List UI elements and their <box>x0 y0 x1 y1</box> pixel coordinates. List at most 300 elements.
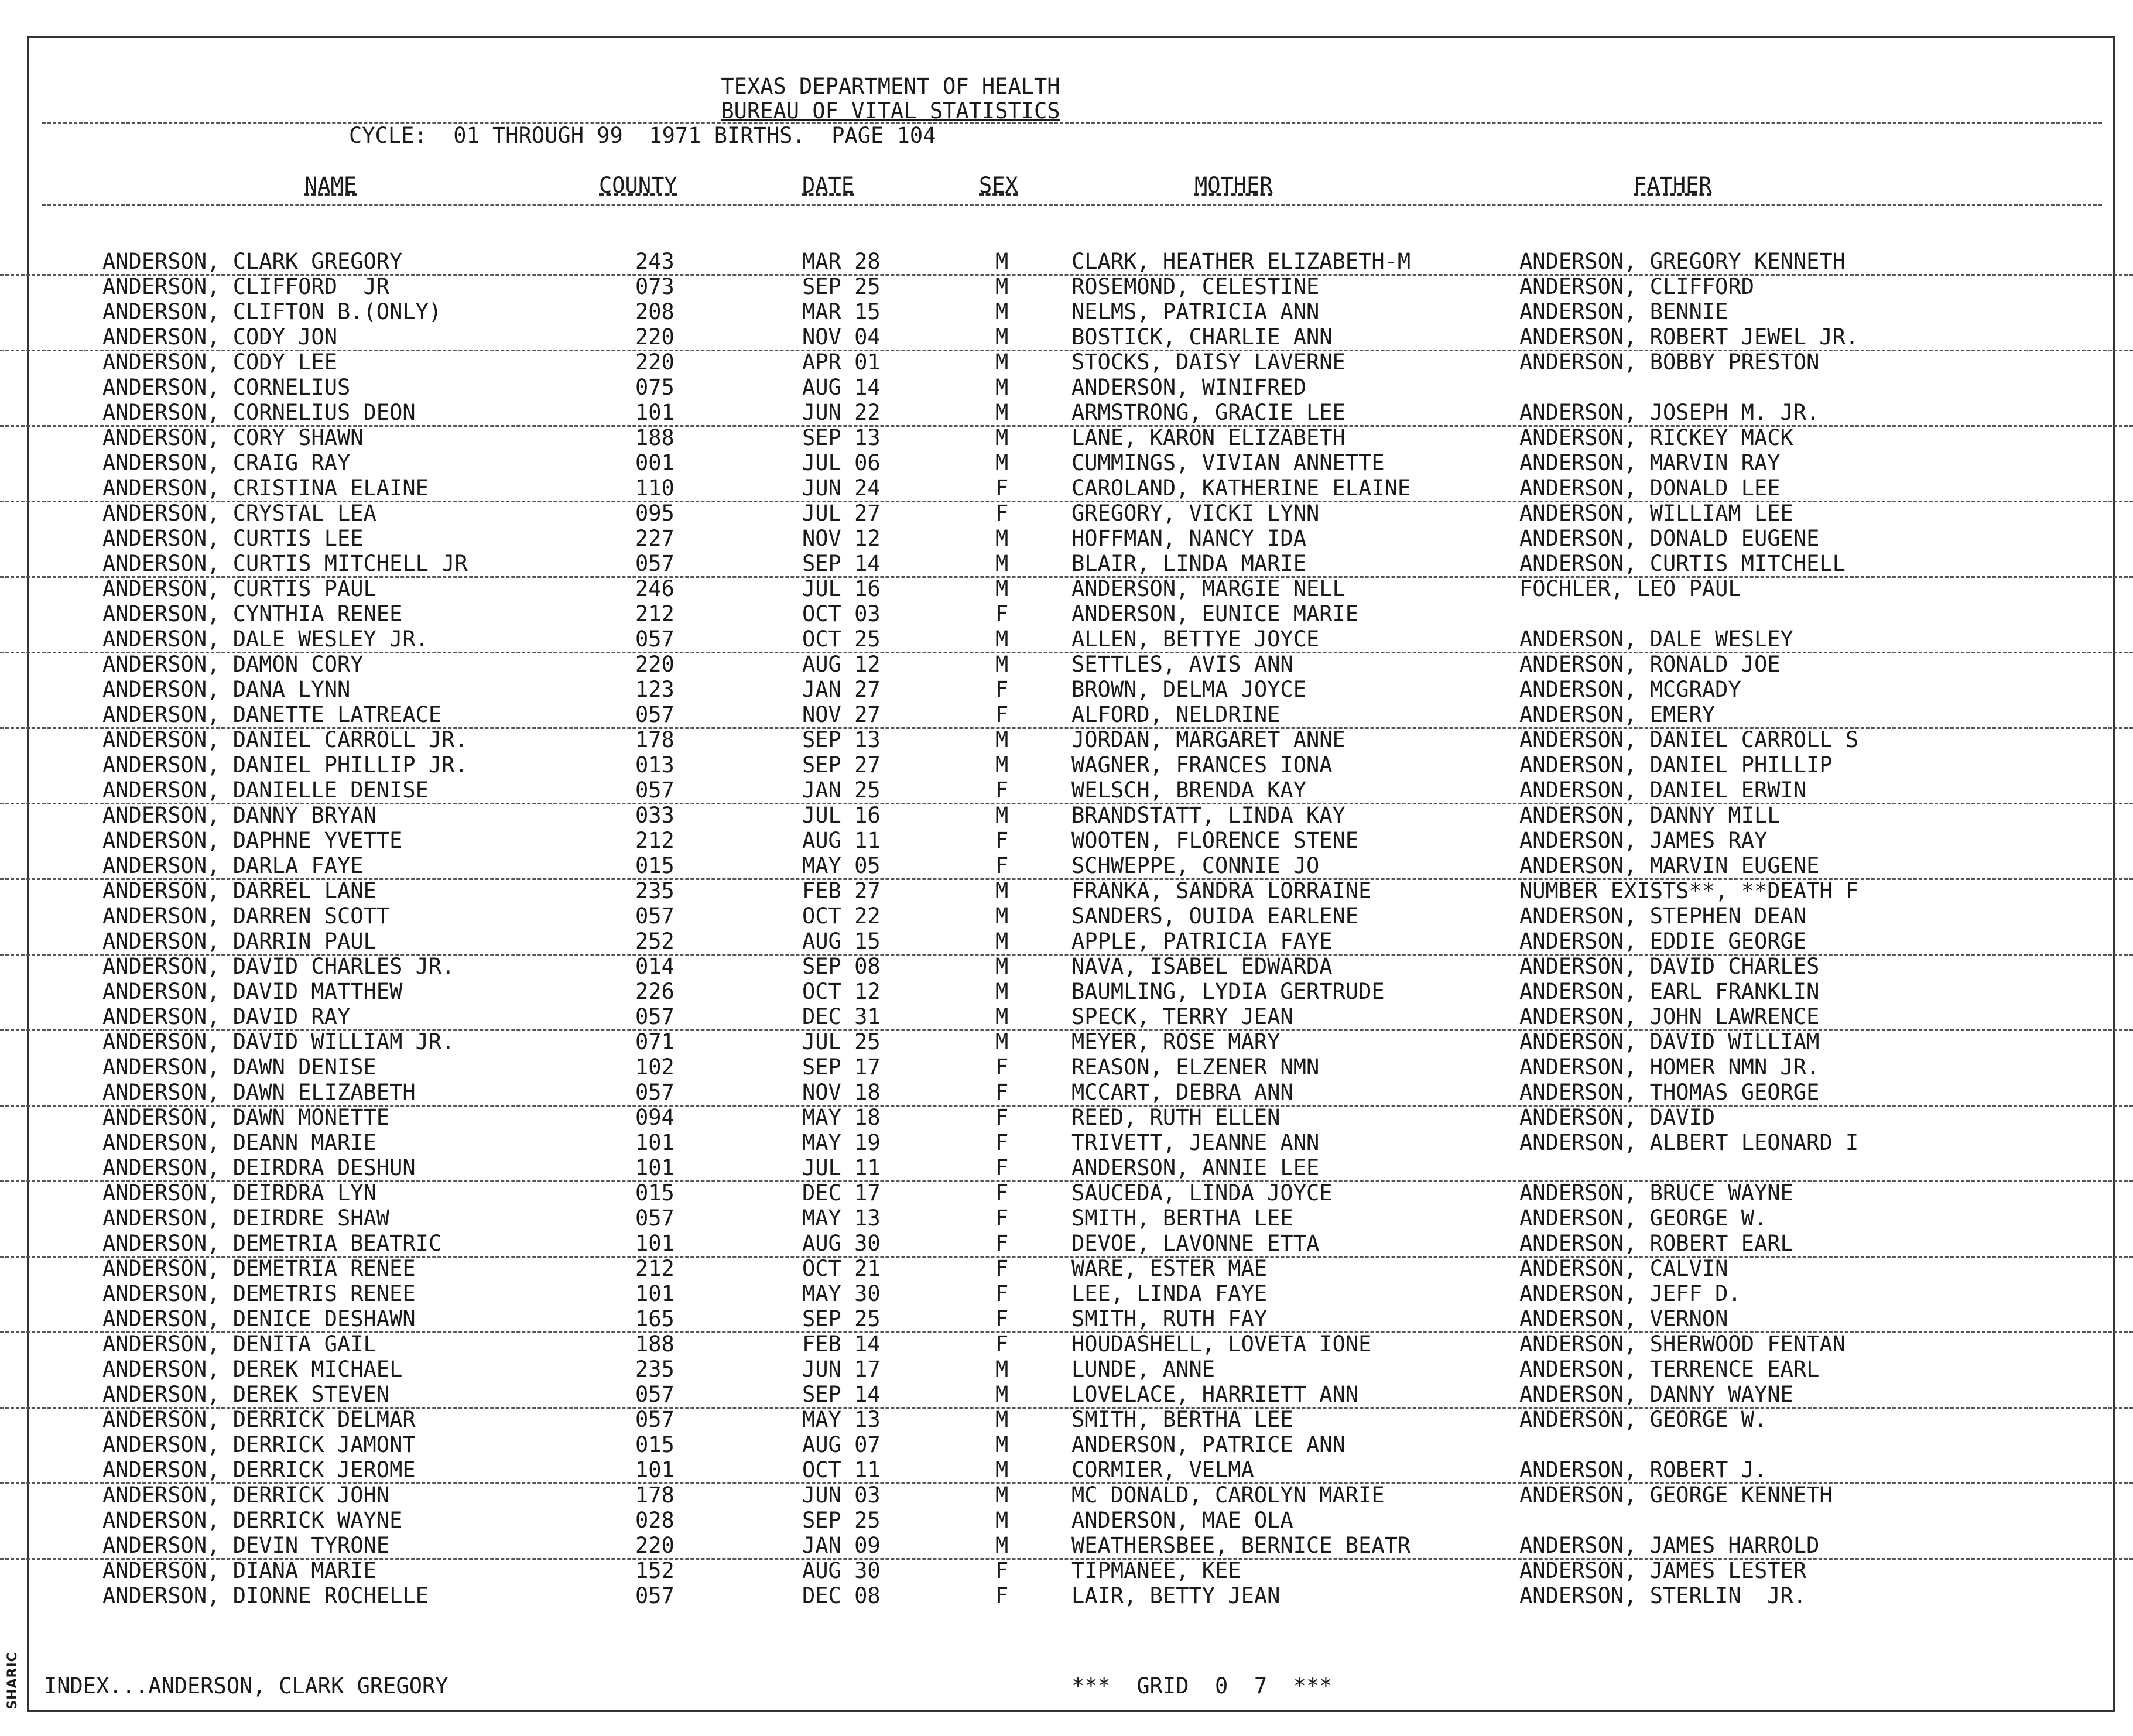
cell-date: OCT 11 <box>802 1457 881 1482</box>
cell-mother: HOUDASHELL, LOVETA IONE <box>1071 1331 1372 1357</box>
cell-father: ANDERSON, THOMAS GEORGE <box>1519 1080 1820 1105</box>
cell-sex: F <box>995 1558 1009 1583</box>
cell-date: JAN 09 <box>802 1533 881 1558</box>
cell-mother: DEVOE, LAVONNE ETTA <box>1071 1231 1320 1256</box>
cell-father: ANDERSON, DANIEL PHILLIP <box>1519 752 1833 778</box>
header-bureau: BUREAU OF VITAL STATISTICS <box>721 98 1060 124</box>
cell-date: JUN 17 <box>802 1357 881 1382</box>
cell-mother: CLARK, HEATHER ELIZABETH-M <box>1071 249 1411 274</box>
cell-sex: F <box>995 1206 1009 1231</box>
table-row <box>0 601 2133 626</box>
cell-father: ANDERSON, GREGORY KENNETH <box>1519 249 1846 274</box>
cell-mother: STOCKS, DAISY LAVERNE <box>1071 350 1345 375</box>
cell-father: ANDERSON, CURTIS MITCHELL <box>1519 551 1846 576</box>
cell-county: 110 <box>635 475 675 501</box>
cell-county: 212 <box>635 828 675 853</box>
cell-sex: F <box>995 828 1009 853</box>
cell-father: ANDERSON, MCGRADY <box>1519 677 1741 702</box>
cell-father: ANDERSON, ROBERT EARL <box>1519 1231 1793 1256</box>
cell-date: JAN 25 <box>802 778 881 803</box>
cell-date: JUN 22 <box>802 400 881 425</box>
cell-county: 101 <box>635 1155 675 1180</box>
cell-name: ANDERSON, DAVID MATTHEW <box>102 979 403 1004</box>
cell-mother: CUMMINGS, VIVIAN ANNETTE <box>1071 450 1385 475</box>
cell-county: 152 <box>635 1558 675 1583</box>
cell-sex: M <box>995 803 1009 828</box>
cell-sex: M <box>995 1004 1009 1029</box>
cell-mother: NAVA, ISABEL EDWARDA <box>1071 954 1333 979</box>
cell-date: NOV 27 <box>802 702 881 727</box>
table-row <box>0 929 2133 956</box>
cell-date: MAY 13 <box>802 1407 881 1432</box>
table-row <box>0 828 2133 853</box>
cell-name: ANDERSON, CRAIG RAY <box>102 450 351 475</box>
cell-father: ANDERSON, STEPHEN DEAN <box>1519 903 1807 929</box>
cell-name: ANDERSON, CURTIS MITCHELL JR <box>102 551 468 576</box>
cell-name: ANDERSON, CRYSTAL LEA <box>102 501 376 526</box>
cell-date: JUL 06 <box>802 450 881 475</box>
cell-name: ANDERSON, DAVID WILLIAM JR. <box>102 1029 455 1054</box>
cell-county: 212 <box>635 1256 675 1281</box>
table-row <box>0 1281 2133 1306</box>
cell-mother: BROWN, DELMA JOYCE <box>1071 677 1306 702</box>
cell-date: APR 01 <box>802 350 881 375</box>
table-row <box>0 778 2133 804</box>
cell-sex: M <box>995 576 1009 601</box>
cell-sex: M <box>995 1457 1009 1482</box>
table-row <box>0 526 2133 551</box>
cell-sex: M <box>995 425 1009 450</box>
cell-father: ANDERSON, EARL FRANKLIN <box>1519 979 1820 1004</box>
cell-mother: HOFFMAN, NANCY IDA <box>1071 526 1306 551</box>
cell-father: ANDERSON, DALE WESLEY <box>1519 626 1793 652</box>
cell-date: SEP 13 <box>802 425 881 450</box>
cell-county: 220 <box>635 324 675 350</box>
cell-county: 220 <box>635 350 675 375</box>
cell-sex: M <box>995 752 1009 778</box>
cell-sex: M <box>995 350 1009 375</box>
cell-father: ANDERSON, DAVID CHARLES <box>1519 954 1820 979</box>
table-row <box>0 1558 2133 1583</box>
cell-county: 101 <box>635 1281 675 1306</box>
cell-sex: F <box>995 1180 1009 1206</box>
cell-county: 208 <box>635 299 675 324</box>
cell-county: 001 <box>635 450 675 475</box>
cell-date: JUN 24 <box>802 475 881 501</box>
cell-date: SEP 17 <box>802 1054 881 1080</box>
cell-father: ANDERSON, EDDIE GEORGE <box>1519 929 1807 954</box>
cell-father: ANDERSON, BENNIE <box>1519 299 1728 324</box>
footer-grid: *** GRID 0 7 *** <box>1071 1673 1333 1699</box>
table-row <box>0 652 2133 677</box>
cell-date: FEB 27 <box>802 878 881 903</box>
cell-county: 057 <box>635 551 675 576</box>
cell-mother: SETTLES, AVIS ANN <box>1071 652 1293 677</box>
cell-sex: F <box>995 1080 1009 1105</box>
cell-date: JUN 03 <box>802 1482 881 1508</box>
table-row <box>0 1583 2133 1608</box>
cell-sex: M <box>995 1533 1009 1558</box>
cell-mother: CORMIER, VELMA <box>1071 1457 1254 1482</box>
cell-sex: F <box>995 1331 1009 1357</box>
cell-county: 243 <box>635 249 675 274</box>
cell-sex: M <box>995 551 1009 576</box>
cell-county: 057 <box>635 1583 675 1608</box>
cell-county: 188 <box>635 1331 675 1357</box>
cell-date: NOV 04 <box>802 324 881 350</box>
cell-date: JUL 27 <box>802 501 881 526</box>
cell-mother: SANDERS, OUIDA EARLENE <box>1071 903 1359 929</box>
column-header-father: FATHER <box>1634 173 1712 198</box>
cell-name: ANDERSON, CLIFFORD JR <box>102 274 390 299</box>
header-agency: TEXAS DEPARTMENT OF HEALTH <box>721 74 1060 99</box>
table-row <box>0 1206 2133 1231</box>
cell-mother: ROSEMOND, CELESTINE <box>1071 274 1320 299</box>
cell-mother: ANDERSON, MAE OLA <box>1071 1508 1293 1533</box>
cell-date: SEP 13 <box>802 727 881 752</box>
cell-father: ANDERSON, JAMES RAY <box>1519 828 1768 853</box>
cell-date: JUL 11 <box>802 1155 881 1180</box>
cell-date: SEP 25 <box>802 274 881 299</box>
cell-date: AUG 30 <box>802 1558 881 1583</box>
cell-date: AUG 14 <box>802 375 881 400</box>
cell-father: ANDERSON, EMERY <box>1519 702 1716 727</box>
cell-sex: F <box>995 475 1009 501</box>
table-row <box>0 727 2133 752</box>
cell-mother: BLAIR, LINDA MARIE <box>1071 551 1306 576</box>
cell-county: 014 <box>635 954 675 979</box>
cell-name: ANDERSON, DIANA MARIE <box>102 1558 376 1583</box>
cell-father: ANDERSON, GEORGE KENNETH <box>1519 1482 1833 1508</box>
cell-mother: ANDERSON, WINIFRED <box>1071 375 1306 400</box>
cell-date: OCT 21 <box>802 1256 881 1281</box>
cell-date: DEC 17 <box>802 1180 881 1206</box>
cell-sex: M <box>995 1508 1009 1533</box>
cell-father: ANDERSON, MARVIN RAY <box>1519 450 1781 475</box>
cell-father: ANDERSON, DANNY MILL <box>1519 803 1781 828</box>
cell-sex: M <box>995 626 1009 652</box>
cell-name: ANDERSON, CYNTHIA RENEE <box>102 601 403 626</box>
cell-name: ANDERSON, CRISTINA ELAINE <box>102 475 429 501</box>
cell-county: 235 <box>635 878 675 903</box>
cell-name: ANDERSON, CORY SHAWN <box>102 425 364 450</box>
cell-sex: M <box>995 929 1009 954</box>
cell-date: AUG 12 <box>802 652 881 677</box>
cell-name: ANDERSON, CURTIS LEE <box>102 526 364 551</box>
cell-county: 095 <box>635 501 675 526</box>
table-row <box>0 551 2133 578</box>
cell-name: ANDERSON, DAPHNE YVETTE <box>102 828 403 853</box>
cell-name: ANDERSON, DEMETRIS RENEE <box>102 1281 416 1306</box>
cell-date: MAY 05 <box>802 853 881 878</box>
cell-name: ANDERSON, DARLA FAYE <box>102 853 364 878</box>
cell-father: ANDERSON, BRUCE WAYNE <box>1519 1180 1793 1206</box>
cell-mother: SPECK, TERRY JEAN <box>1071 1004 1293 1029</box>
cell-sex: M <box>995 878 1009 903</box>
cell-county: 015 <box>635 1432 675 1457</box>
cell-date: JAN 27 <box>802 677 881 702</box>
table-row <box>0 1382 2133 1409</box>
table-row <box>0 702 2133 729</box>
side-label <box>4 1645 21 1716</box>
table-row <box>0 878 2133 903</box>
cell-mother: LUNDE, ANNE <box>1071 1357 1216 1382</box>
cell-name: ANDERSON, CODY LEE <box>102 350 337 375</box>
cell-name: ANDERSON, DAMON CORY <box>102 652 364 677</box>
cell-father: ANDERSON, VERNON <box>1519 1306 1728 1331</box>
cell-father: ANDERSON, JOHN LAWRENCE <box>1519 1004 1820 1029</box>
cell-sex: F <box>995 1256 1009 1281</box>
cell-sex: M <box>995 400 1009 425</box>
cell-name: ANDERSON, CLIFTON B.(ONLY) <box>102 299 442 324</box>
cell-date: NOV 12 <box>802 526 881 551</box>
table-row <box>0 1407 2133 1432</box>
cell-sex: M <box>995 979 1009 1004</box>
table-row <box>0 1130 2133 1155</box>
cell-father: ANDERSON, STERLIN JR. <box>1519 1583 1807 1608</box>
cell-county: 073 <box>635 274 675 299</box>
cell-date: MAY 19 <box>802 1130 881 1155</box>
cell-name: ANDERSON, DIONNE ROCHELLE <box>102 1583 429 1608</box>
cell-mother: BRANDSTATT, LINDA KAY <box>1071 803 1345 828</box>
cell-county: 015 <box>635 853 675 878</box>
cell-county: 178 <box>635 1482 675 1508</box>
cell-name: ANDERSON, DEMETRIA BEATRIC <box>102 1231 442 1256</box>
cell-name: ANDERSON, DEIRDRA LYN <box>102 1180 376 1206</box>
cell-father: ANDERSON, DANIEL ERWIN <box>1519 778 1807 803</box>
cell-date: MAY 18 <box>802 1105 881 1130</box>
cell-mother: MC DONALD, CAROLYN MARIE <box>1071 1482 1385 1508</box>
cell-name: ANDERSON, DERRICK DELMAR <box>102 1407 416 1432</box>
cell-sex: M <box>995 450 1009 475</box>
cell-name: ANDERSON, DAWN ELIZABETH <box>102 1080 416 1105</box>
cell-name: ANDERSON, CORNELIUS DEON <box>102 400 416 425</box>
cell-father: ANDERSON, JAMES LESTER <box>1519 1558 1807 1583</box>
cell-mother: ARMSTRONG, GRACIE LEE <box>1071 400 1345 425</box>
cell-name: ANDERSON, DEMETRIA RENEE <box>102 1256 416 1281</box>
cell-name: ANDERSON, DANNY BRYAN <box>102 803 376 828</box>
table-row <box>0 903 2133 929</box>
cell-county: 220 <box>635 652 675 677</box>
column-header-county: COUNTY <box>599 173 677 198</box>
cell-name: ANDERSON, DARREL LANE <box>102 878 376 903</box>
cell-name: ANDERSON, DARREN SCOTT <box>102 903 390 929</box>
cell-date: DEC 08 <box>802 1583 881 1608</box>
cell-sex: M <box>995 375 1009 400</box>
cell-name: ANDERSON, DARRIN PAUL <box>102 929 376 954</box>
cell-mother: SMITH, BERTHA LEE <box>1071 1407 1293 1432</box>
cell-name: ANDERSON, DEREK STEVEN <box>102 1382 390 1407</box>
cell-father: ANDERSON, DAVID <box>1519 1105 1716 1130</box>
cell-father: ANDERSON, DANNY WAYNE <box>1519 1382 1793 1407</box>
cell-county: 071 <box>635 1029 675 1054</box>
cell-name: ANDERSON, DERRICK JAMONT <box>102 1432 416 1457</box>
cell-mother: GREGORY, VICKI LYNN <box>1071 501 1320 526</box>
cell-sex: M <box>995 903 1009 929</box>
column-header-name: NAME <box>304 173 357 198</box>
cell-date: SEP 14 <box>802 551 881 576</box>
cell-sex: M <box>995 249 1009 274</box>
table-row <box>0 450 2133 475</box>
cell-father: ANDERSON, ROBERT J. <box>1519 1457 1768 1482</box>
cell-father: ANDERSON, ALBERT LEONARD I <box>1519 1130 1859 1155</box>
cell-date: SEP 25 <box>802 1508 881 1533</box>
cell-mother: CAROLAND, KATHERINE ELAINE <box>1071 475 1411 501</box>
table-row <box>0 299 2133 324</box>
cell-father: ANDERSON, MARVIN EUGENE <box>1519 853 1820 878</box>
cell-father: ANDERSON, DONALD EUGENE <box>1519 526 1820 551</box>
cell-sex: F <box>995 601 1009 626</box>
cell-name: ANDERSON, DANETTE LATREACE <box>102 702 442 727</box>
table-row <box>0 1457 2133 1484</box>
table-row <box>0 853 2133 880</box>
cell-name: ANDERSON, DERRICK JOHN <box>102 1482 390 1508</box>
cell-county: 057 <box>635 702 675 727</box>
cell-name: ANDERSON, DAVID RAY <box>102 1004 351 1029</box>
cell-name: ANDERSON, DEANN MARIE <box>102 1130 376 1155</box>
cell-sex: M <box>995 274 1009 299</box>
cell-sex: F <box>995 1583 1009 1608</box>
header-rule-bottom <box>42 204 2102 206</box>
table-row <box>0 324 2133 351</box>
cell-date: JUL 16 <box>802 803 881 828</box>
cell-sex: F <box>995 501 1009 526</box>
cell-name: ANDERSON, CORNELIUS <box>102 375 351 400</box>
cell-name: ANDERSON, DALE WESLEY JR. <box>102 626 429 652</box>
cell-father: ANDERSON, RICKEY MACK <box>1519 425 1793 450</box>
cell-father: FOCHLER, LEO PAUL <box>1519 576 1741 601</box>
cell-father: ANDERSON, JOSEPH M. JR. <box>1519 400 1820 425</box>
cell-county: 075 <box>635 375 675 400</box>
cell-name: ANDERSON, DERRICK JEROME <box>102 1457 416 1482</box>
header-cycle: CYCLE: 01 THROUGH 99 1971 BIRTHS. PAGE 104 <box>349 123 936 148</box>
cell-date: AUG 07 <box>802 1432 881 1457</box>
cell-father: ANDERSON, GEORGE W. <box>1519 1206 1768 1231</box>
table-row <box>0 1306 2133 1333</box>
cell-mother: WEATHERSBEE, BERNICE BEATR <box>1071 1533 1411 1558</box>
cell-father: ANDERSON, SHERWOOD FENTAN <box>1519 1331 1846 1357</box>
table-row <box>0 752 2133 778</box>
cell-date: JUL 16 <box>802 576 881 601</box>
cell-county: 226 <box>635 979 675 1004</box>
cell-county: 178 <box>635 727 675 752</box>
cell-sex: M <box>995 1407 1009 1432</box>
cell-name: ANDERSON, DERRICK WAYNE <box>102 1508 403 1533</box>
cell-date: OCT 03 <box>802 601 881 626</box>
cell-sex: M <box>995 1482 1009 1508</box>
cell-mother: NELMS, PATRICIA ANN <box>1071 299 1320 324</box>
cell-date: AUG 15 <box>802 929 881 954</box>
cell-sex: M <box>995 954 1009 979</box>
cell-mother: JORDAN, MARGARET ANNE <box>1071 727 1345 752</box>
cell-name: ANDERSON, DEIRDRE SHAW <box>102 1206 390 1231</box>
cell-mother: TRIVETT, JEANNE ANN <box>1071 1130 1320 1155</box>
cell-name: ANDERSON, DAWN DENISE <box>102 1054 376 1080</box>
cell-sex: F <box>995 677 1009 702</box>
cell-name: ANDERSON, DENITA GAIL <box>102 1331 376 1357</box>
cell-sex: F <box>995 853 1009 878</box>
column-header-mother: MOTHER <box>1194 173 1273 198</box>
cell-mother: ANDERSON, EUNICE MARIE <box>1071 601 1359 626</box>
cell-county: 057 <box>635 1080 675 1105</box>
cell-mother: SMITH, BERTHA LEE <box>1071 1206 1293 1231</box>
footer-index: INDEX...ANDERSON, CLARK GREGORY <box>44 1673 448 1699</box>
cell-sex: F <box>995 1231 1009 1256</box>
table-row <box>0 400 2133 427</box>
cell-date: SEP 27 <box>802 752 881 778</box>
cell-name: ANDERSON, CURTIS PAUL <box>102 576 376 601</box>
table-row <box>0 350 2133 375</box>
table-row <box>0 1482 2133 1508</box>
cell-mother: ALLEN, BETTYE JOYCE <box>1071 626 1320 652</box>
cell-sex: F <box>995 702 1009 727</box>
cell-father: ANDERSON, DAVID WILLIAM <box>1519 1029 1820 1054</box>
cell-mother: WARE, ESTER MAE <box>1071 1256 1268 1281</box>
cell-mother: SCHWEPPE, CONNIE JO <box>1071 853 1320 878</box>
cell-father: ANDERSON, WILLIAM LEE <box>1519 501 1793 526</box>
table-row <box>0 425 2133 450</box>
cell-county: 028 <box>635 1508 675 1533</box>
table-row <box>0 1432 2133 1457</box>
cell-county: 101 <box>635 400 675 425</box>
table-row <box>0 1533 2133 1560</box>
cell-father: NUMBER EXISTS**, **DEATH F <box>1519 878 1859 903</box>
table-row <box>0 979 2133 1004</box>
cell-mother: LEE, LINDA FAYE <box>1071 1281 1268 1306</box>
table-row <box>0 1357 2133 1382</box>
cell-sex: M <box>995 299 1009 324</box>
cell-name: ANDERSON, DANIEL PHILLIP JR. <box>102 752 468 778</box>
cell-date: OCT 25 <box>802 626 881 652</box>
cell-mother: ANDERSON, PATRICE ANN <box>1071 1432 1345 1457</box>
cell-father: ANDERSON, ROBERT JEWEL JR. <box>1519 324 1859 350</box>
cell-sex: F <box>995 1130 1009 1155</box>
cell-sex: M <box>995 727 1009 752</box>
cell-county: 235 <box>635 1357 675 1382</box>
cell-county: 102 <box>635 1054 675 1080</box>
table-row <box>0 677 2133 702</box>
table-row <box>0 954 2133 979</box>
cell-father: ANDERSON, BOBBY PRESTON <box>1519 350 1820 375</box>
cell-name: ANDERSON, DANA LYNN <box>102 677 351 702</box>
table-row <box>0 501 2133 526</box>
table-row <box>0 1029 2133 1054</box>
cell-county: 094 <box>635 1105 675 1130</box>
cell-mother: REASON, ELZENER NMN <box>1071 1054 1320 1080</box>
cell-sex: M <box>995 1357 1009 1382</box>
cell-date: JUL 25 <box>802 1029 881 1054</box>
cell-mother: BAUMLING, LYDIA GERTRUDE <box>1071 979 1385 1004</box>
cell-date: SEP 14 <box>802 1382 881 1407</box>
cell-sex: F <box>995 1105 1009 1130</box>
column-header-date: DATE <box>802 173 855 198</box>
cell-father: ANDERSON, DONALD LEE <box>1519 475 1781 501</box>
table-row <box>0 375 2133 400</box>
cell-mother: LOVELACE, HARRIETT ANN <box>1071 1382 1359 1407</box>
cell-sex: F <box>995 1054 1009 1080</box>
table-row <box>0 249 2133 276</box>
cell-name: ANDERSON, DANIELLE DENISE <box>102 778 429 803</box>
cell-mother: FRANKA, SANDRA LORRAINE <box>1071 878 1372 903</box>
cell-mother: ALFORD, NELDRINE <box>1071 702 1281 727</box>
cell-sex: M <box>995 526 1009 551</box>
cell-name: ANDERSON, DEREK MICHAEL <box>102 1357 403 1382</box>
table-row <box>0 1256 2133 1281</box>
table-row <box>0 1231 2133 1258</box>
table-row <box>0 626 2133 653</box>
cell-county: 123 <box>635 677 675 702</box>
cell-mother: SAUCEDA, LINDA JOYCE <box>1071 1180 1333 1206</box>
